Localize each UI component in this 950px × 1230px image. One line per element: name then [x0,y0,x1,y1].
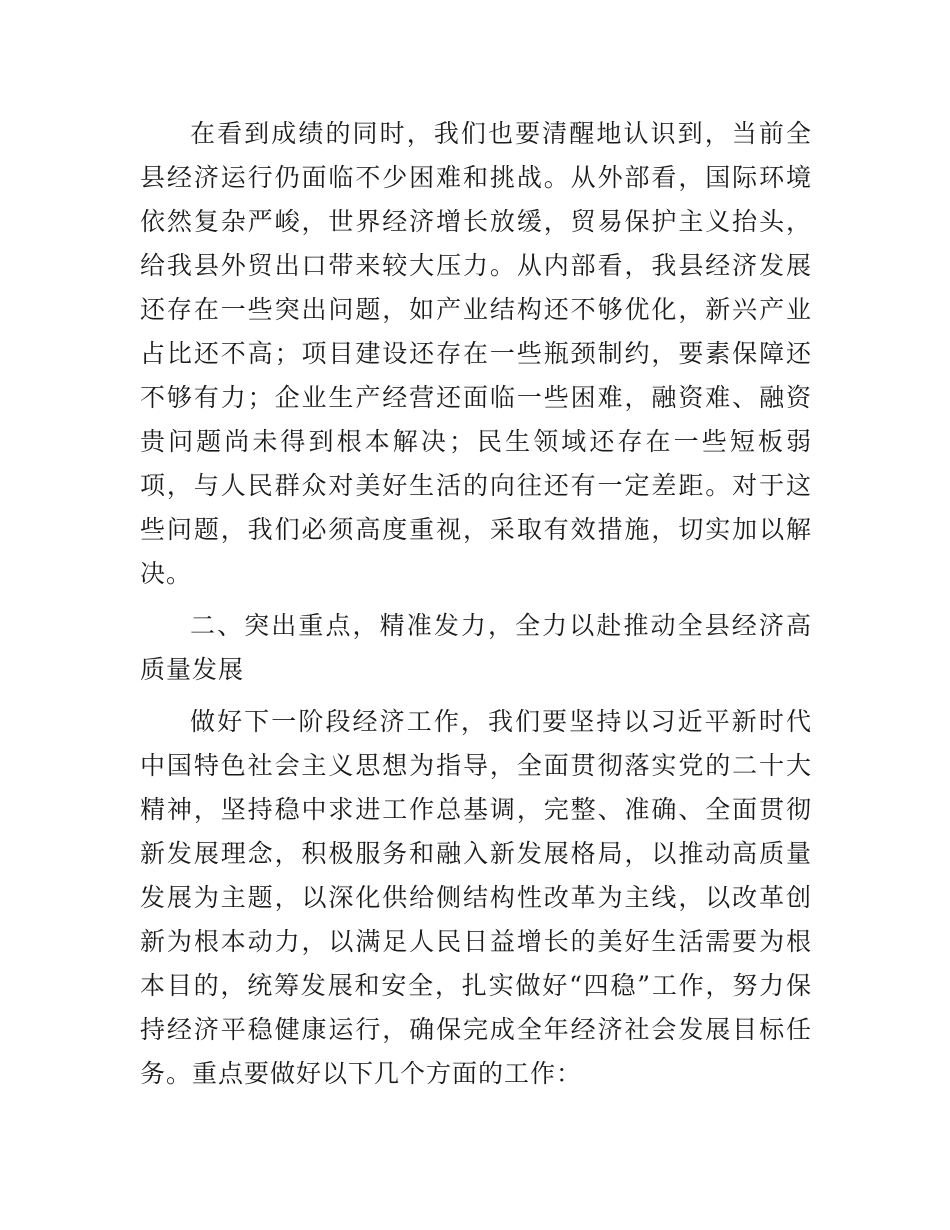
document-body [140,112,812,1104]
paragraph-challenges: 在看到成绩的同时，我们也要清醒地认识到，当前全县经济运行仍面临不少困难和挑战。从外部看，国际环境依然复杂严峻，世界经济增长放缓，贸易保护主义抬头，给我县外贸出口带来较大压力。从内部看，我县经济发展还存在一些突出问题，如产业结构还不够优化，新兴产业占比还不高；项目建设还存在一些瓶颈制约，要素保障还不够有力；企业生产经营还面临一些困难，融资难、融资贵问题尚未得到根本解决；民生领域还存在一些短板弱项，与人民群众对美好生活的向往还有一定差距。对于这些问题，我们必须高度重视，采取有效措施，切实加以解决。 [140,119,812,588]
paragraph-next-stage-work: 做好下一阶段经济工作，我们要坚持以习近平新时代中国特色社会主义思想为指导，全面贯彻落实党的二十大精神，坚持稳中求进工作总基调，完整、准确、全面贯彻新发展理念，积极服务和融入新发展格局，以推动高质量发展为主题，以深化供给侧结构性改革为主线，以改革创新为根本动力，以满足人民日益增长的美好生活需要为根本目的，统筹发展和安全，扎实做好“四稳”工作，努力保持经济平稳健康运行，确保完成全年经济社会发展目标任务。重点要做好以下几个方面的工作： [140,707,812,1088]
section-heading: 二、突出重点，精准发力，全力以赴推动全县经济高质量发展 [140,611,812,684]
